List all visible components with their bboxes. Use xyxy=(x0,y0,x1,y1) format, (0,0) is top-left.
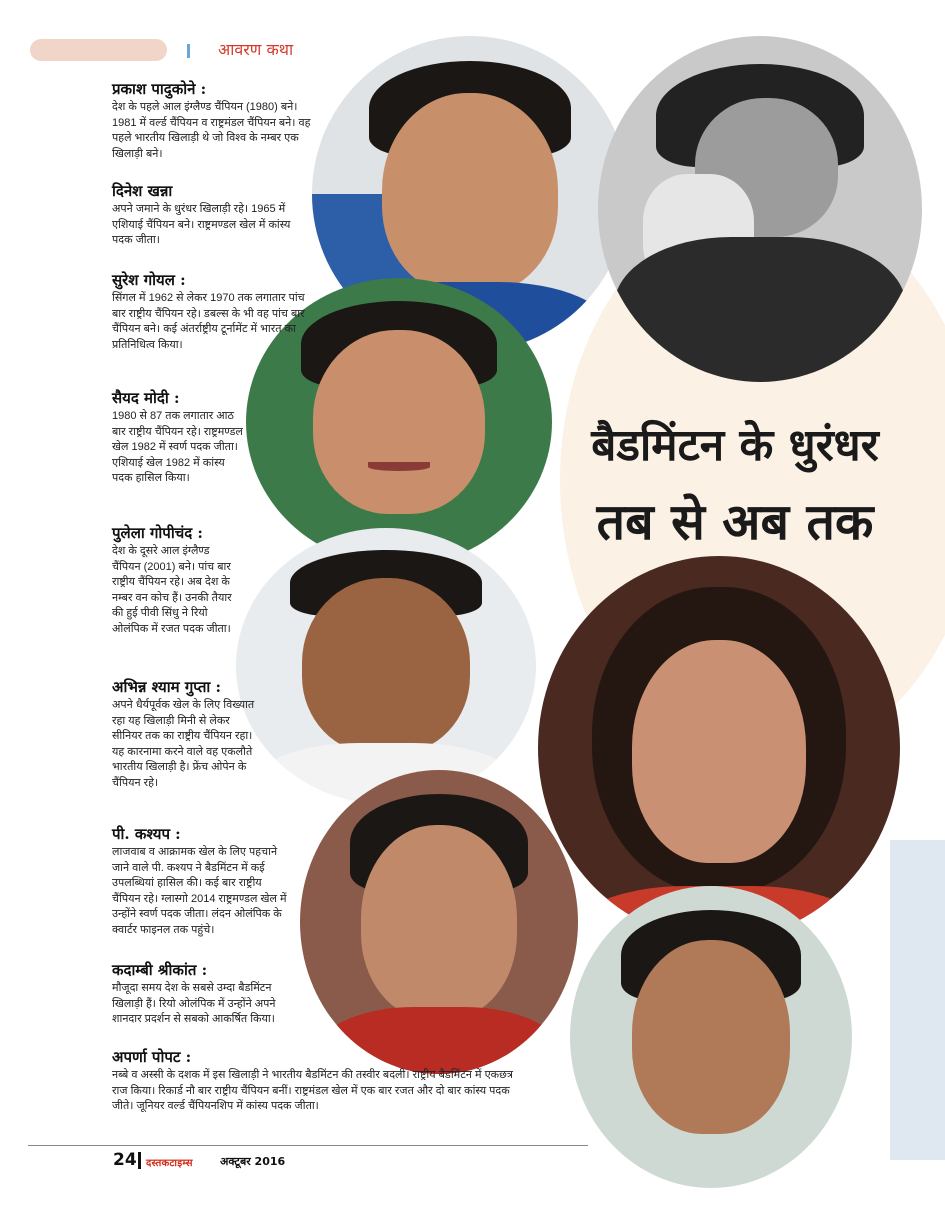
entry-prakash-padukone xyxy=(112,80,317,162)
headline xyxy=(560,408,910,560)
entry-text: नब्बे व अस्सी के दशक में इस खिलाड़ी ने भारतीय बैडमिंटन की तस्वीर बदली। राष्ट्रीय बैडमिंटन में एकछत्र राज किया। रिकार्ड नौ बार राष्ट्रीय चैंपियन बनीं। राष्ट्रमंडल खेल में एक बार रजत और दो बार कांस्य पदक जीते। जूनियर वर्ल्ड चैंपियनशिप में कांस्य पदक जीता। xyxy=(112,1069,513,1113)
entry-name: पुलेला गोपीचंद : xyxy=(112,524,203,542)
entry-text: देश के पहले आल इंग्लैण्ड चैंपियन (1980) बने। 1981 में वर्ल्ड चैंपियन व राष्ट्रमंडल चैंपियन बने। वह पहले भारतीय खिलाड़ी थे जो विश्व के नम्बर एक खिलाड़ी बने। xyxy=(112,101,311,160)
page-number: 24 xyxy=(113,1150,137,1170)
entry-name: सैयद मोदी : xyxy=(112,389,180,407)
entry-name: कदाम्बी श्रीकांत : xyxy=(112,961,208,979)
entry-name: प्रकाश पादुकोने : xyxy=(112,80,207,98)
entry-text: देश के दूसरे आल इंग्लैण्ड चैंपियन (2001) बने। पांच बार राष्ट्रीय चैंपियन रहे। अब देश के नम्बर वन कोच हैं। उनकी तैयार की हुई पीवी सिंधु ने रियो ओलंपिक में रजत पदक जीता। xyxy=(112,545,232,635)
entry-name: दिनेश खन्ना xyxy=(112,182,173,200)
headline-line1: बैडमिंटन के धुरंधर xyxy=(591,420,879,471)
photo-dinesh-khanna xyxy=(598,36,922,382)
entry-abhinn-shyam-gupta xyxy=(112,678,260,792)
photo-kidambi-srikanth xyxy=(570,886,852,1188)
entry-text: अपने जमाने के धुरंधर खिलाड़ी रहे। 1965 में एशियाई चैंपियन बने। राष्ट्रमण्डल खेल में कांस्य पदक जीता। xyxy=(112,203,291,247)
magazine-logo: दस्तकटाइम्स xyxy=(146,1158,193,1169)
entry-text: 1980 से 87 तक लगातार आठ बार राष्ट्रीय चैंपियन रहे। राष्ट्रमण्डल खेल 1982 में स्वर्ण पदक जीता। एशियाई खेल 1982 में कांस्य पदक हासिल किया। xyxy=(112,410,243,485)
entry-text: लाजवाब व आक्रामक खेल के लिए पहचाने जाने वाले पी. कश्यप ने बैडमिंटन में कई उपलब्धियां हासिल की। कई बार राष्ट्रीय चैंपियन रहे। ग्लास्गो 2014 राष्ट्रमण्डल खेल में उन्होंने स्वर्ण पदक जीता। लंदन ओलंपिक के क्वार्टर फाइनल तक पहुंचे। xyxy=(112,846,287,936)
entry-pullela-gopichand xyxy=(112,524,237,638)
entry-syed-modi xyxy=(112,389,247,487)
headline-line2: तब से अब तक xyxy=(596,493,874,551)
footer-divider xyxy=(138,1152,141,1169)
shirt-shape xyxy=(614,237,906,382)
entry-name: अपर्णा पोपट : xyxy=(112,1048,192,1066)
face-shape xyxy=(632,640,806,863)
face-shape xyxy=(361,825,517,1020)
entry-aparna-popat xyxy=(112,1048,517,1115)
entry-p-kashyap xyxy=(112,825,290,939)
entry-text: अपने धैर्यपूर्वक खेल के लिए विख्यात रहा यह खिलाड़ी मिनी से लेकर सीनियर तक का राष्ट्रीय चैंपियन रहा। यह कारनामा करने वाले वह एकलौते भारतीय खिलाड़ी है। फ्रेंच ओपेन के चैंपियन रहे। xyxy=(112,699,255,789)
photo-pullela-gopichand xyxy=(236,528,536,804)
entry-text: मौजूदा समय देश के सबसे उम्दा बैडमिंटन खिलाड़ी हैं। रियो ओलंपिक में उन्होंने अपने शानदार प्रदर्शन से सबको आकर्षित किया। xyxy=(112,982,276,1026)
entry-text: सिंगल में 1962 से लेकर 1970 तक लगातार पांच बार राष्ट्रीय चैंपियन रहे। डबल्स के भी वह पांच बार चैंपियन बने। कई अंतर्राष्ट्रीय टूर्नामेंट में भारत का प्रतिनिधित्व किया। xyxy=(112,292,305,351)
mouth-shape xyxy=(368,462,429,471)
entry-kidambi-srikanth xyxy=(112,961,292,1028)
header-pill xyxy=(30,39,167,61)
footer-rule xyxy=(28,1145,588,1146)
photo-p-kashyap xyxy=(300,770,578,1074)
entry-dinesh-khanna xyxy=(112,182,307,249)
issue-date: अक्टूबर 2016 xyxy=(220,1155,286,1168)
header-divider xyxy=(187,44,190,58)
photo-aparna-popat xyxy=(538,556,900,940)
entry-name: पी. कश्यप : xyxy=(112,825,181,843)
face-shape xyxy=(313,330,484,514)
entry-suresh-goyal xyxy=(112,271,307,353)
section-title: आवरण कथा xyxy=(218,40,294,59)
entry-name: अभिन्न श्याम गुप्ता : xyxy=(112,678,222,696)
face-shape xyxy=(632,940,790,1133)
entry-name: सुरेश गोयल : xyxy=(112,271,186,289)
face-shape xyxy=(382,93,559,295)
background-strip xyxy=(890,840,945,1160)
face-shape xyxy=(302,578,470,755)
